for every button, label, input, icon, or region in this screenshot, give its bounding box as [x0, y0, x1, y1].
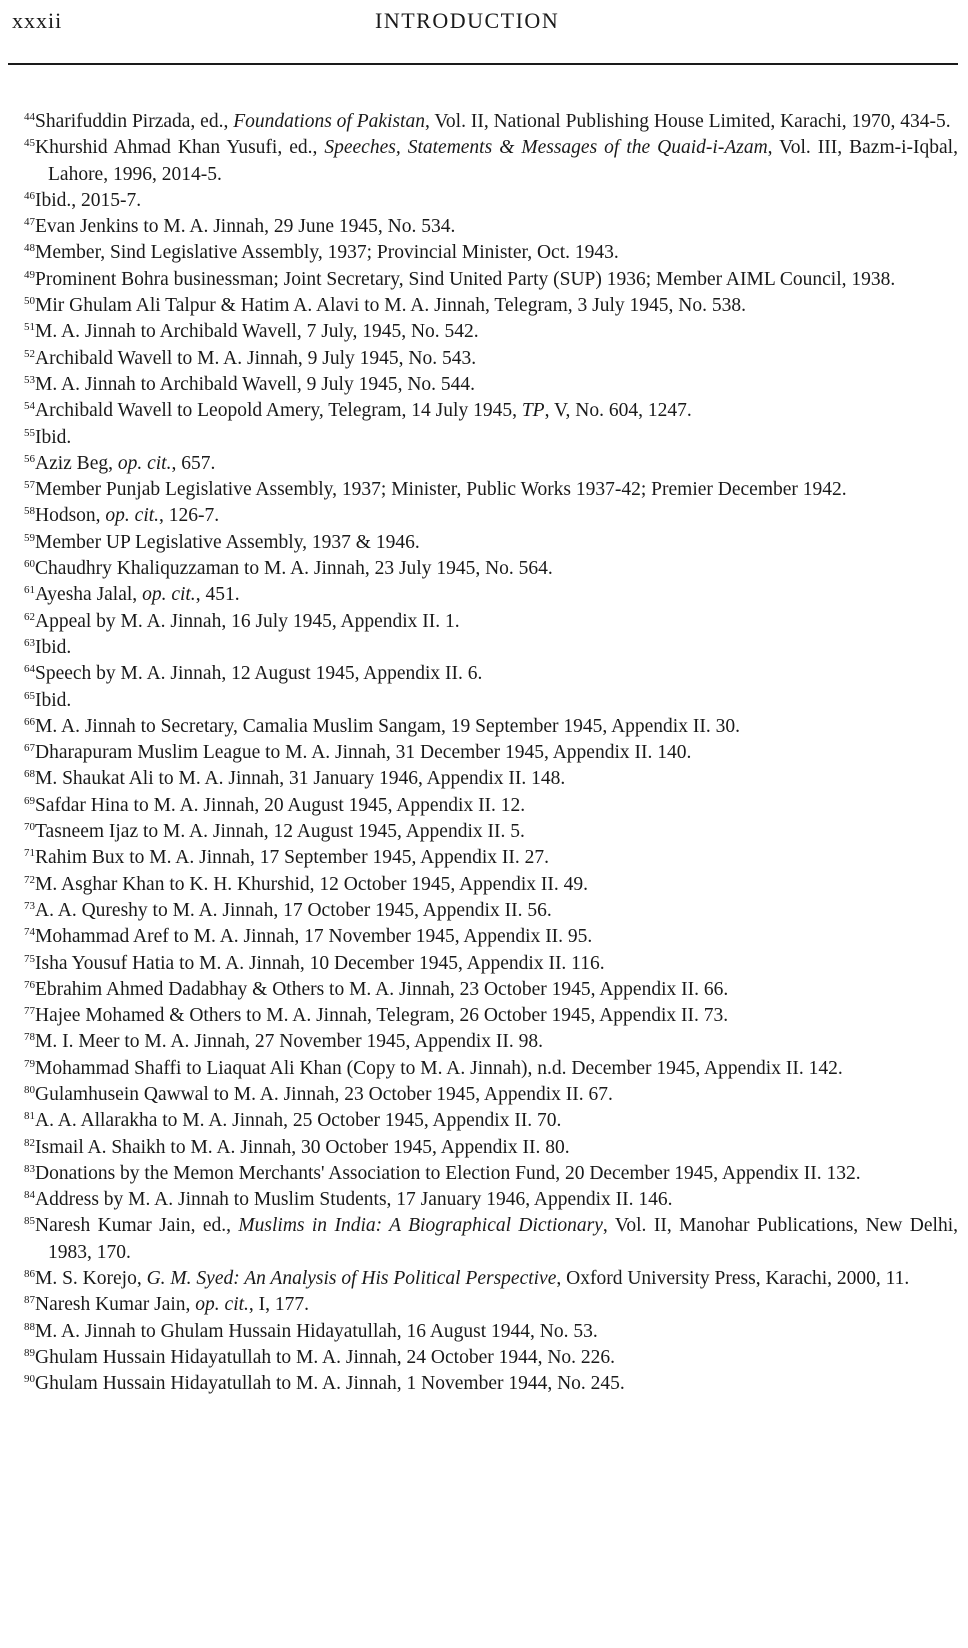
endnotes-list — [24, 109, 958, 1398]
endnote-number: 88 — [24, 1320, 35, 1333]
endnote-83 — [24, 1161, 958, 1187]
endnote-59 — [24, 530, 958, 556]
endnote-number: 63 — [24, 636, 35, 649]
endnote-number: 62 — [24, 610, 35, 623]
endnote-number: 59 — [24, 531, 35, 544]
endnote-50 — [24, 293, 958, 319]
endnote-text: Safdar Hina to M. A. Jinnah, 20 August 1945, Appendix II. 12. — [35, 794, 526, 816]
endnote-number: 71 — [24, 847, 35, 860]
endnote-number: 48 — [24, 242, 35, 255]
endnote-90 — [24, 1371, 958, 1397]
endnote-text: Mohammad Aref to M. A. Jinnah, 17 November 1945, Appendix II. 95. — [35, 926, 593, 948]
endnote-text: Ghulam Hussain Hidayatullah to M. A. Jinnah, 1 November 1944, No. 245. — [35, 1373, 625, 1395]
endnote-49 — [24, 267, 958, 293]
endnote-61 — [24, 582, 958, 608]
endnote-text: M. I. Meer to M. A. Jinnah, 27 November 1945, Appendix II. 98. — [35, 1031, 544, 1053]
endnote-text: A. A. Allarakha to M. A. Jinnah, 25 October 1945, Appendix II. 70. — [35, 1110, 562, 1132]
endnote-number: 82 — [24, 1136, 35, 1149]
endnote-text: Gulamhusein Qawwal to M. A. Jinnah, 23 October 1945, Appendix II. 67. — [35, 1083, 613, 1105]
endnote-number: 84 — [24, 1189, 35, 1202]
endnote-89 — [24, 1345, 958, 1371]
endnote-text: Prominent Bohra businessman; Joint Secretary, Sind United Party (SUP) 1936; Member AIML Council, 1938. — [35, 268, 896, 290]
endnote-text: M. A. Jinnah to Archibald Wavell, 7 July, 1945, No. 542. — [35, 321, 479, 343]
endnote-text: M. S. Korejo, — [35, 1268, 147, 1290]
endnote-number: 49 — [24, 268, 35, 281]
endnote-text: M. A. Jinnah to Archibald Wavell, 9 July 1945, No. 544. — [35, 373, 476, 395]
endnote-title: op. cit. — [105, 505, 160, 527]
endnote-text: Archibald Wavell to M. A. Jinnah, 9 July 1945, No. 543. — [35, 347, 477, 369]
endnote-text: Appeal by M. A. Jinnah, 16 July 1945, Appendix II. 1. — [35, 610, 460, 632]
endnote-text: Speech by M. A. Jinnah, 12 August 1945, Appendix II. 6. — [35, 663, 483, 685]
endnote-text: Chaudhry Khaliquzzaman to M. A. Jinnah, 23 July 1945, No. 564. — [35, 558, 553, 580]
endnote-number: 66 — [24, 715, 35, 728]
endnote-77 — [24, 1003, 958, 1029]
endnote-text: Address by M. A. Jinnah to Muslim Students, 17 January 1946, Appendix II. 146. — [35, 1189, 673, 1211]
endnote-64 — [24, 661, 958, 687]
endnote-84 — [24, 1187, 958, 1213]
endnote-title: op. cit. — [195, 1294, 249, 1316]
endnote-number: 77 — [24, 1005, 35, 1018]
endnote-number: 61 — [24, 584, 35, 597]
endnote-46 — [24, 188, 958, 214]
endnote-66 — [24, 714, 958, 740]
endnote-number: 85 — [24, 1215, 35, 1228]
endnote-number: 89 — [24, 1346, 35, 1359]
endnote-text: M. Asghar Khan to K. H. Khurshid, 12 October 1945, Appendix II. 49. — [35, 873, 588, 895]
endnote-48 — [24, 240, 958, 266]
endnote-number: 44 — [24, 111, 35, 123]
endnote-text: Ibid. — [35, 689, 72, 711]
endnote-text: Hodson, — [35, 505, 106, 527]
endnote-number: 74 — [24, 926, 35, 939]
endnote-text: Hajee Mohamed & Others to M. A. Jinnah, Telegram, 26 October 1945, Appendix II. 73. — [35, 1005, 729, 1027]
endnote-text: M. A. Jinnah to Secretary, Camalia Muslim Sangam, 19 September 1945, Appendix II. 30. — [35, 715, 740, 737]
endnote-80 — [24, 1082, 958, 1108]
endnote-text: Tasneem Ijaz to M. A. Jinnah, 12 August 1945, Appendix II. 5. — [35, 821, 525, 843]
endnote-44 — [24, 109, 958, 135]
endnote-number: 87 — [24, 1294, 35, 1307]
endnote-number: 75 — [24, 952, 35, 965]
endnote-text: Aziz Beg, — [35, 452, 118, 474]
endnote-51 — [24, 319, 958, 345]
endnote-number: 53 — [24, 373, 35, 386]
endnote-title: TP — [521, 400, 545, 422]
endnote-text: Khurshid Ahmad Khan Yusufi, ed., — [35, 137, 325, 159]
endnote-74 — [24, 924, 958, 950]
endnote-text: Sharifuddin Pirzada, ed., — [35, 111, 234, 132]
endnote-title: op. cit. — [142, 584, 196, 606]
endnote-number: 78 — [24, 1031, 35, 1044]
endnote-58 — [24, 503, 958, 529]
endnote-52 — [24, 346, 958, 372]
endnote-number: 60 — [24, 558, 35, 571]
endnote-number: 81 — [24, 1110, 35, 1123]
page-header — [0, 0, 968, 70]
endnote-73 — [24, 898, 958, 924]
endnote-number: 45 — [24, 137, 35, 150]
endnote-number: 76 — [24, 978, 35, 991]
endnote-text: Member Punjab Legislative Assembly, 1937; Minister, Public Works 1937-42; Premier December 1942. — [35, 479, 847, 501]
endnote-text: Ayesha Jalal, — [35, 584, 143, 606]
endnote-75 — [24, 951, 958, 977]
endnote-62 — [24, 609, 958, 635]
endnote-text: Dharapuram Muslim League to M. A. Jinnah, 31 December 1945, Appendix II. 140. — [35, 742, 692, 764]
endnote-45 — [24, 135, 958, 188]
endnote-number: 64 — [24, 663, 35, 676]
endnote-79 — [24, 1056, 958, 1082]
endnote-text: Isha Yousuf Hatia to M. A. Jinnah, 10 December 1945, Appendix II. 116. — [35, 952, 605, 974]
endnote-title: Foundations of Pakistan — [233, 111, 425, 132]
endnote-number: 70 — [24, 821, 35, 834]
endnote-text: , Vol. II, Manohar Publications, New Delhi, 1983, 170. — [48, 1215, 958, 1263]
endnote-87 — [24, 1292, 958, 1318]
endnote-number: 56 — [24, 452, 35, 465]
endnote-number: 54 — [24, 400, 35, 413]
endnote-78 — [24, 1029, 958, 1055]
endnote-60 — [24, 556, 958, 582]
endnote-number: 52 — [24, 347, 35, 360]
endnote-text: , Vol. III, Bazm-i-Iqbal, Lahore, 1996, 2014-5. — [48, 137, 958, 185]
endnote-text: Ghulam Hussain Hidayatullah to M. A. Jinnah, 24 October 1944, No. 226. — [35, 1346, 616, 1368]
endnote-text: M. A. Jinnah to Ghulam Hussain Hidayatullah, 16 August 1944, No. 53. — [35, 1320, 598, 1342]
endnote-85 — [24, 1213, 958, 1266]
endnote-number: 47 — [24, 216, 35, 229]
endnote-number: 83 — [24, 1162, 35, 1175]
endnote-text: M. Shaukat Ali to M. A. Jinnah, 31 January 1946, Appendix II. 148. — [35, 768, 566, 790]
endnote-86 — [24, 1266, 958, 1292]
endnote-title: Muslims in India: A Biographical Dictionary — [238, 1215, 603, 1237]
endnote-title: G. M. Syed: An Analysis of His Political Perspective — [146, 1268, 557, 1290]
endnote-number: 80 — [24, 1083, 35, 1096]
endnote-number: 67 — [24, 742, 35, 755]
endnote-68 — [24, 766, 958, 792]
endnote-72 — [24, 872, 958, 898]
endnote-number: 90 — [24, 1373, 35, 1386]
running-title: INTRODUCTION — [375, 8, 560, 33]
endnote-67 — [24, 740, 958, 766]
endnote-number: 79 — [24, 1057, 35, 1070]
endnote-65 — [24, 688, 958, 714]
endnote-76 — [24, 977, 958, 1003]
endnote-text: Ibid. — [35, 636, 72, 658]
endnote-number: 50 — [24, 295, 35, 308]
endnote-number: 51 — [24, 321, 35, 334]
page-number: xxxii — [12, 8, 63, 33]
endnote-title: op. cit. — [117, 452, 172, 474]
endnote-text: Ebrahim Ahmed Dadabhay & Others to M. A. Jinnah, 23 October 1945, Appendix II. 66. — [35, 978, 729, 1000]
endnote-56 — [24, 451, 958, 477]
endnote-number: 73 — [24, 899, 35, 912]
endnote-text: Donations by the Memon Merchants' Association to Election Fund, 20 December 1945, Appendix II. 132. — [35, 1162, 861, 1184]
endnote-title: Speeches, Statements & Messages of the Quaid-i-Azam — [324, 137, 768, 159]
endnote-text: Rahim Bux to M. A. Jinnah, 17 September 1945, Appendix II. 27. — [35, 847, 550, 869]
endnote-text: Ibid. — [35, 426, 72, 448]
endnote-number: 68 — [24, 768, 35, 781]
endnote-text: , I, 177. — [248, 1294, 310, 1316]
endnote-text: Naresh Kumar Jain, ed., — [35, 1215, 239, 1237]
endnote-number: 65 — [24, 689, 35, 702]
endnote-number: 57 — [24, 479, 35, 492]
endnote-71 — [24, 845, 958, 871]
endnote-81 — [24, 1108, 958, 1134]
endnote-number: 72 — [24, 873, 35, 886]
endnote-63 — [24, 635, 958, 661]
header-rule — [8, 63, 958, 65]
endnote-number: 86 — [24, 1268, 35, 1281]
endnote-text: Mohammad Shaffi to Liaquat Ali Khan (Copy to M. A. Jinnah), n.d. December 1945, Appendix II. 142. — [35, 1057, 843, 1079]
endnote-54 — [24, 398, 958, 424]
endnote-text: Naresh Kumar Jain, — [35, 1294, 196, 1316]
endnote-text: , 657. — [171, 452, 216, 474]
endnote-text: , 451. — [195, 584, 240, 606]
endnote-number: 58 — [24, 505, 35, 518]
endnote-82 — [24, 1135, 958, 1161]
endnote-number: 69 — [24, 794, 35, 807]
endnote-69 — [24, 793, 958, 819]
endnote-70 — [24, 819, 958, 845]
endnote-57 — [24, 477, 958, 503]
endnote-text: Ismail A. Shaikh to M. A. Jinnah, 30 October 1945, Appendix II. 80. — [35, 1136, 570, 1158]
endnote-text: Ibid., 2015-7. — [35, 189, 142, 211]
endnote-text: Member UP Legislative Assembly, 1937 & 1946. — [35, 531, 420, 553]
endnote-text: A. A. Qureshy to M. A. Jinnah, 17 October 1945, Appendix II. 56. — [35, 899, 552, 921]
endnote-text: Member, Sind Legislative Assembly, 1937; Provincial Minister, Oct. 1943. — [35, 242, 619, 264]
endnote-text: , 126-7. — [159, 505, 220, 527]
endnote-55 — [24, 425, 958, 451]
endnote-text: , V, No. 604, 1247. — [544, 400, 692, 422]
endnote-text: Evan Jenkins to M. A. Jinnah, 29 June 1945, No. 534. — [35, 216, 456, 238]
endnote-47 — [24, 214, 958, 240]
endnote-text: Mir Ghulam Ali Talpur & Hatim A. Alavi to M. A. Jinnah, Telegram, 3 July 1945, No. 538. — [35, 295, 746, 317]
endnote-53 — [24, 372, 958, 398]
endnote-text: Archibald Wavell to Leopold Amery, Telegram, 14 July 1945, — [35, 400, 522, 422]
endnote-number: 46 — [24, 189, 35, 202]
endnote-88 — [24, 1319, 958, 1345]
endnote-number: 55 — [24, 426, 35, 439]
endnote-text: , Oxford University Press, Karachi, 2000, 11. — [556, 1268, 910, 1290]
endnote-text: , Vol. II, National Publishing House Limited, Karachi, 1970, 434-5. — [424, 111, 951, 132]
